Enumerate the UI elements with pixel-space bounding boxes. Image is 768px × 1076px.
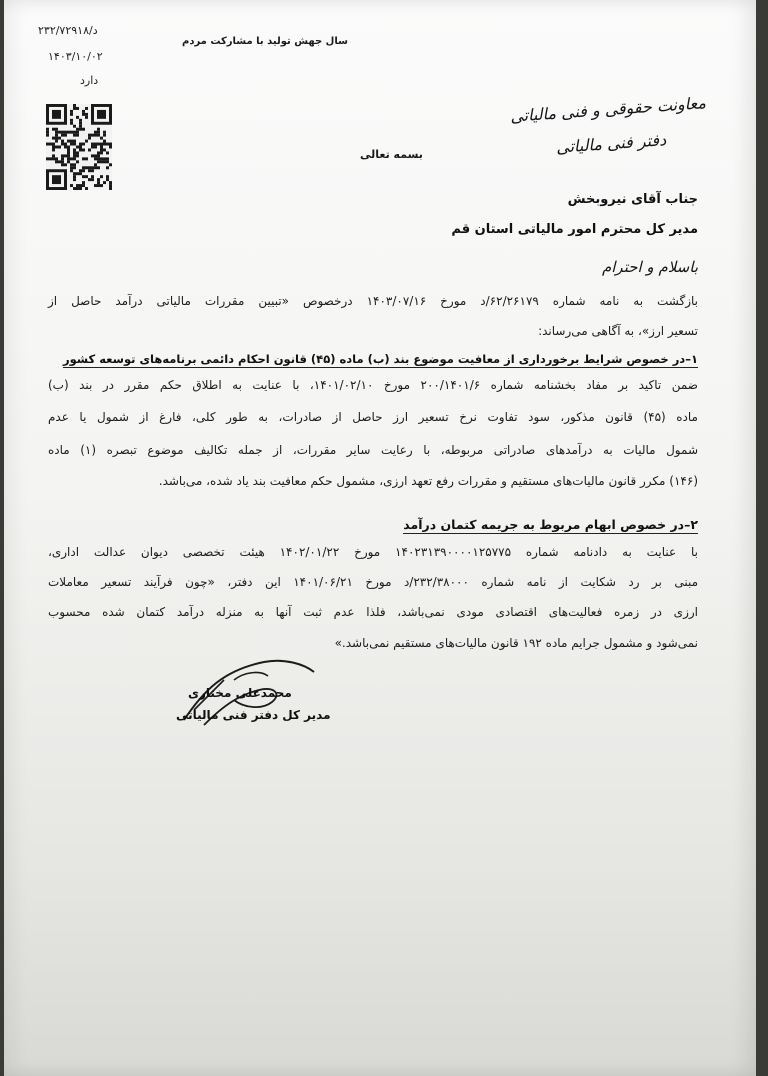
letter-page — [4, 0, 756, 1076]
intro-line: بازگشت به نامه شماره ۶۲/۲۶۱۷۹/د مورخ ۱۴۰۳/۰۷/۱۶ درخصوص «تبیین مقررات مالیاتی درآمد حاصل از — [48, 294, 698, 308]
org-deputy: معاونت حقوقی و فنی مالیاتی — [509, 93, 707, 126]
recipient-name: جناب آقای نیروبخش — [567, 192, 698, 207]
greeting: باسلام و احترام — [601, 258, 698, 276]
section1-line: شمول مالیات به درآمدهای صادراتی مربوطه، با رعایت سایر مقررات، از جمله تکالیف موضوع تبصره (۱) ماده — [48, 443, 698, 457]
section1-line: ضمن تاکید بر مفاد بخشنامه شماره ۲۰۰/۱۴۰۱/۶ مورخ ۱۴۰۱/۰۲/۱۰، با عنایت به اطلاق حکم مقرر در بند (ب) — [48, 378, 698, 392]
signatory-role: مدیر کل دفتر فنی مالیاتی — [176, 708, 331, 722]
section2-line: ارزی در زمره فعالیت‌های اقتصادی مودی نمی‌باشد، فلذا عدم ثبت آنها به منزله درآمد کتمان شده محسوب — [48, 605, 698, 619]
letter-number: ۲۳۲/۷۲۹۱۸/د — [38, 24, 98, 37]
section2-line: نمی‌شود و مشمول جرایم ماده ۱۹۲ قانون مالیات‌های مستقیم نمی‌باشد.» — [334, 636, 698, 650]
invocation: بسمه تعالی — [360, 148, 423, 161]
section1-line: ماده (۴۵) قانون مذکور، سود تفاوت نرخ تسعیر ارز حاصل از صادرات، به طور کلی، فارغ از شمول یا عدم — [48, 410, 698, 424]
letter-date: ۱۴۰۳/۱۰/۰۲ — [48, 50, 103, 63]
letter-attachment: دارد — [80, 74, 99, 87]
section2-line: با عنایت به دادنامه شماره ۱۴۰۲۳۱۳۹۰۰۰۰۱۲۵۷۷۵ مورخ ۱۴۰۲/۰۱/۲۲ هیئت تخصصی دیوان عدالت اداری، — [48, 545, 699, 559]
year-motto: سال جهش تولید با مشارکت مردم — [182, 36, 348, 47]
signatory-name: محمدعلی مختاری — [188, 686, 292, 700]
section1-line: (۱۴۶) مکرر قانون مالیات‌های مستقیم و مقررات رفع تعهد ارزی، مشمول حکم معافیت بند یاد شده، می‌باشد. — [158, 474, 698, 488]
section2-heading: ۲–در خصوص ابهام مربوط به جریمه کتمان درآمد — [403, 517, 698, 532]
qr-code — [46, 104, 112, 190]
section2-line: مبنی بر رد شکایت از نامه شماره ۲۳۲/۳۸۰۰۰/د مورخ ۱۴۰۱/۰۶/۲۱ این دفتر، «چون فرآیند تسعیر معاملات — [48, 575, 699, 589]
recipient-title: مدیر کل محترم امور مالیاتی استان قم — [451, 222, 698, 237]
intro-line: تسعیر ارز»، به آگاهی می‌رساند: — [538, 324, 698, 338]
section1-heading: ۱–در خصوص شرایط برخورداری از معافیت موضوع بند (ب) ماده (۴۵) قانون احکام دائمی برنامه‌های توسعه کشور — [62, 352, 698, 366]
org-office: دفتر فنی مالیاتی — [555, 130, 667, 157]
